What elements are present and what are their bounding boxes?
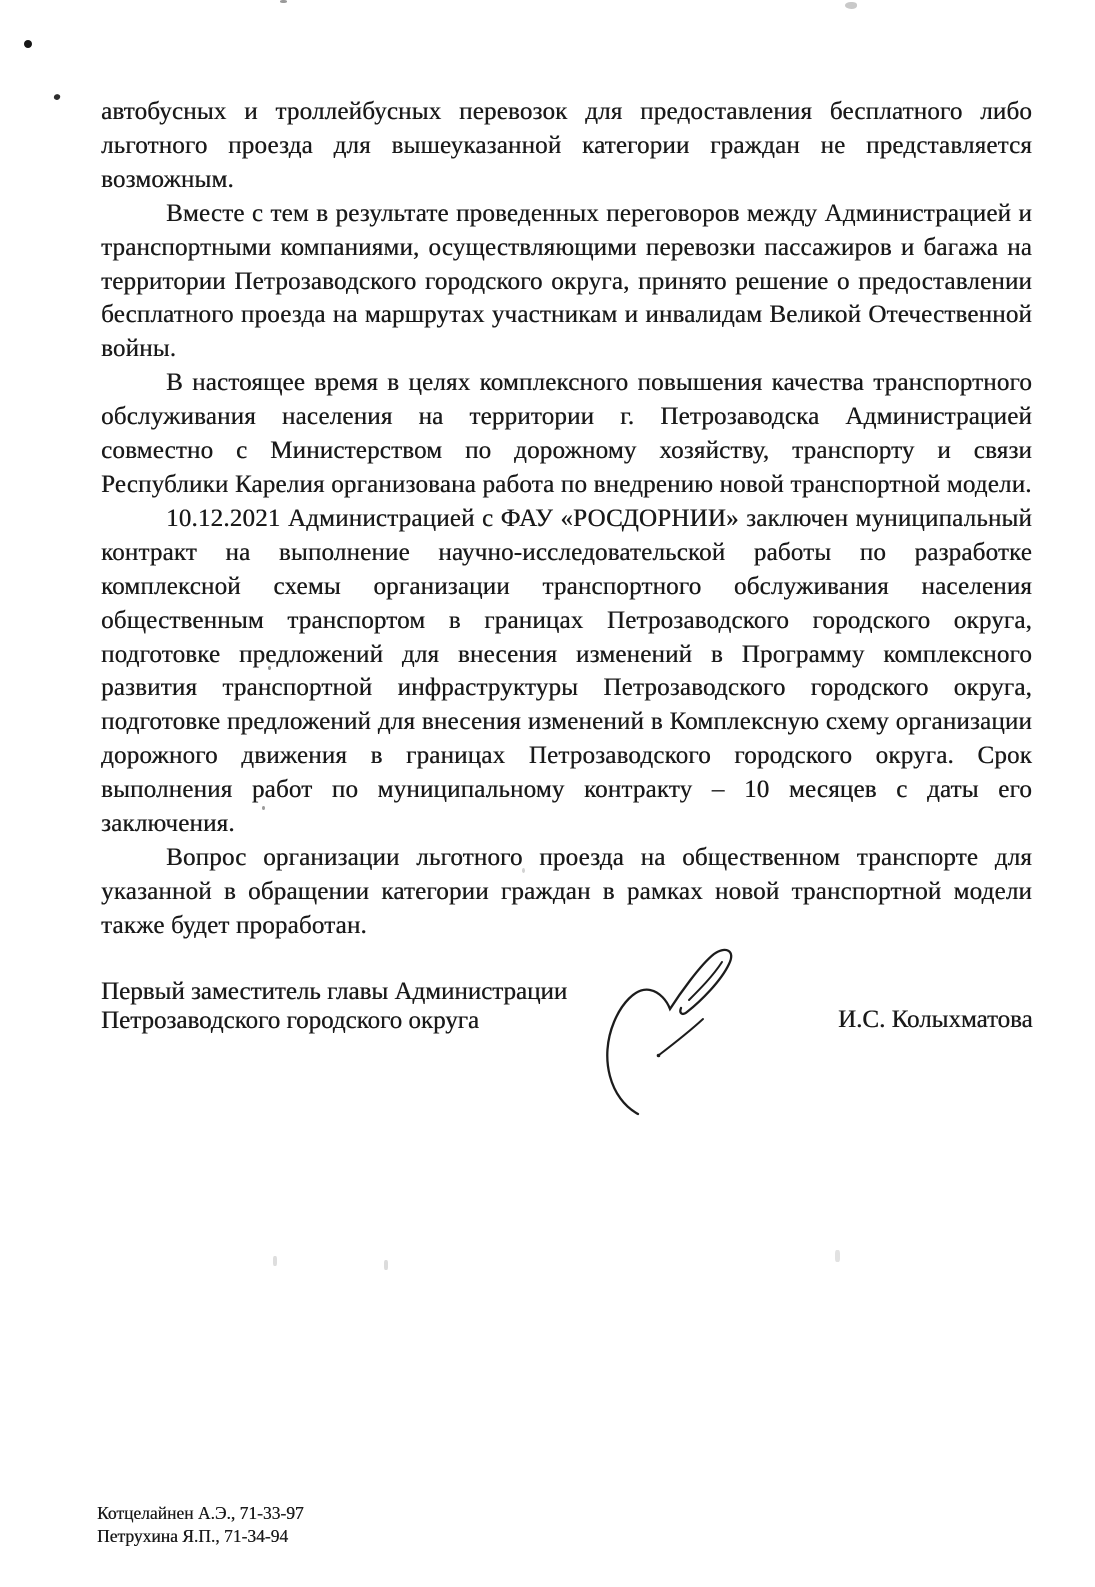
scan-speck <box>53 93 61 101</box>
signer-position <box>101 978 567 1035</box>
paragraph-3: В настоящее время в целях комплексного повышения качества транспортного обслуживания населения на территории г. Петрозаводска Администрацией совместно с Министерством по дорожному хозяйству, транспорту и связи Республики Карелия организована работа по внедрению новой транспортной модели. <box>101 369 1032 498</box>
handwritten-signature <box>588 918 816 1126</box>
signer-position-line1: Первый заместитель главы Администрации <box>101 978 568 1005</box>
scan-speck <box>24 40 32 48</box>
scan-speck <box>835 1250 840 1262</box>
signer-name: И.С. Колыхматова <box>838 1006 1033 1033</box>
scan-speck <box>273 1256 277 1266</box>
paragraph-1: автобусных и троллейбусных перевозок для предоставления бесплатного либо льготного проезда для вышеуказанной категории граждан не представляется возможным. <box>101 98 1032 193</box>
letter-body <box>101 95 1032 943</box>
contact-footer <box>97 1502 304 1547</box>
scan-speck <box>280 0 287 3</box>
scan-speck <box>845 2 857 9</box>
contact-line-1: Котцелайнен А.Э., 71-33-97 <box>97 1503 304 1523</box>
paragraph-4: 10.12.2021 Администрацией с ФАУ «РОСДОРНИИ» заключен муниципальный контракт на выполнение научно-исследовательской работы по разработке комплексной схемы организации транспортного обслуживания населения общественным транспортом в границах Петрозаводского городского округа, подготовке предложений для внесения изменений в Программу комплексного развития транспортной инфраструктуры Петрозаводского городского округа, подготовке предложений для внесения изменений в Комплексную схему организации дорожного движения в границах Петрозаводского городского округа. Срок выполнения работ по муниципальному контракту – 10 месяцев с даты его заключения. <box>101 504 1032 838</box>
scan-speck <box>384 1260 388 1270</box>
paragraph-2: Вместе с тем в результате проведенных переговоров между Администрацией и транспортными компаниями, осуществляющими перевозки пассажиров и багажа на территории Петрозаводского городского округа, принято решение о предоставлении бесплатного проезда на маршрутах участникам и инвалидам Великой Отечественной войны. <box>101 199 1032 363</box>
paragraph-5: Вопрос организации льготного проезда на общественном транспорте для указанной в обращении категории граждан в рамках новой транспортной модели также будет проработан. <box>101 843 1032 939</box>
contact-line-2: Петрухина Я.П., 71-34-94 <box>97 1525 289 1546</box>
signer-position-line2: Петрозаводского городского округа <box>101 1006 479 1034</box>
